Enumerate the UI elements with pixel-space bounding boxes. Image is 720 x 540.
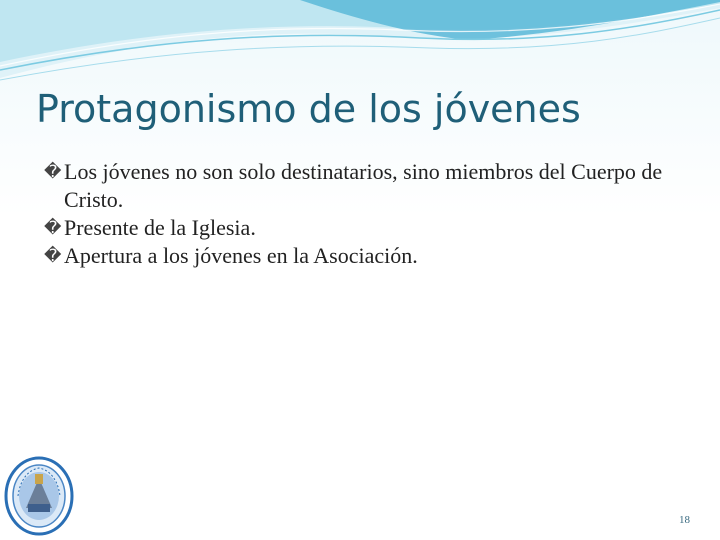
association-seal-icon — [4, 456, 74, 536]
bullet-text: Presente de la Iglesia. — [64, 215, 256, 240]
bullet-item — [44, 214, 684, 242]
bullet-text: Los jóvenes no son solo destinatarios, sino miembros del Cuerpo de Cristo. — [64, 159, 663, 212]
bullet-glyph: � — [44, 162, 62, 182]
bullet-glyph: � — [44, 218, 62, 238]
bullet-item — [44, 158, 684, 214]
bullet-glyph: � — [44, 246, 62, 266]
page-number: 18 — [679, 514, 690, 526]
header-wave-decoration — [0, 0, 720, 90]
bullet-item — [44, 242, 684, 270]
slide-title: Protagonismo de los jóvenes — [36, 87, 581, 131]
bullet-text: Apertura a los jóvenes en la Asociación. — [64, 243, 418, 268]
bullet-list — [44, 158, 684, 270]
